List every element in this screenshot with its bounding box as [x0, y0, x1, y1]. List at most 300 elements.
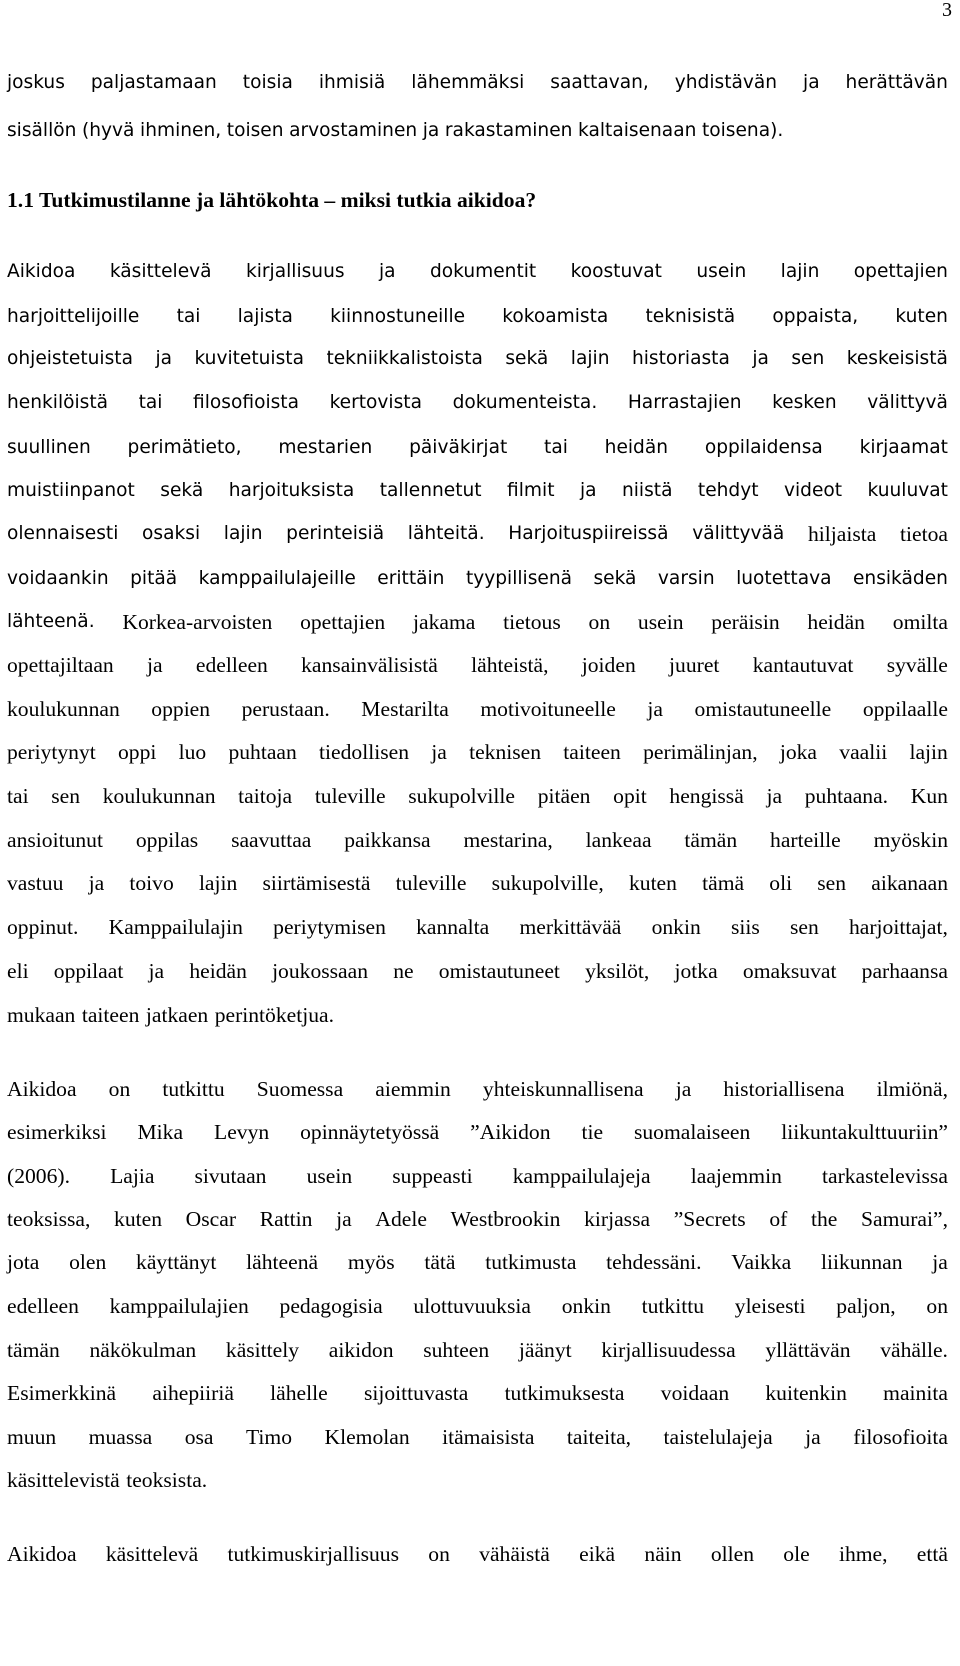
word: ollen: [710, 1542, 755, 1566]
word: aihepiiriä: [152, 1381, 234, 1405]
word: olennaisesti: [7, 523, 119, 544]
text-line: [7, 520, 948, 548]
word: suppeasti: [392, 1164, 473, 1188]
word: aikidon: [328, 1338, 394, 1362]
word: joskus: [7, 72, 65, 93]
word: lähemmäksi: [411, 72, 525, 93]
word: aikanaan: [871, 871, 948, 895]
word: olen: [69, 1250, 107, 1274]
word: peräisin: [711, 610, 780, 634]
word: puhtaana.: [804, 784, 889, 808]
word: onkin: [651, 915, 701, 939]
word: tarkastelevissa: [821, 1164, 948, 1188]
word: kuvitetuista: [194, 348, 304, 369]
word: ja: [155, 348, 172, 369]
word: ole: [783, 1542, 810, 1566]
word: pedagogisia: [279, 1294, 383, 1318]
word: eikä: [579, 1542, 616, 1566]
text-line: [7, 1001, 948, 1029]
word: hiljaista: [807, 522, 877, 546]
word: Aikidoa: [7, 261, 76, 282]
word: ”Secrets: [673, 1207, 746, 1231]
word: teknisistä: [645, 306, 736, 327]
word: ohjeistetuista: [7, 348, 133, 369]
word: Lajia: [110, 1164, 155, 1188]
word: kaltaisenaan: [578, 120, 697, 141]
word: ja: [88, 871, 105, 895]
word: Timo: [245, 1425, 292, 1449]
word: mukaan: [7, 1003, 76, 1027]
word: periytymisen: [273, 915, 386, 939]
word: on: [428, 1542, 450, 1566]
word: juuret: [669, 653, 720, 677]
word: teoksista.: [126, 1468, 208, 1492]
word: harjoittelijoille: [7, 306, 140, 327]
word: merkittävää: [519, 915, 622, 939]
word: käsittelevä: [109, 261, 212, 282]
word: sen: [51, 784, 81, 808]
word: koostuvat: [570, 261, 662, 282]
word: periytynyt: [7, 740, 96, 764]
word: vastuu: [7, 871, 64, 895]
word: ihme,: [838, 1542, 888, 1566]
word: harjoittajat,: [848, 915, 948, 939]
word: kirjallisuudessa: [601, 1338, 736, 1362]
word: usein: [637, 610, 684, 634]
word: taiteen: [81, 1003, 140, 1027]
word: tai: [544, 437, 568, 458]
word: jakama: [413, 610, 476, 634]
word: kantautuvat: [752, 653, 854, 677]
word: omistautuneelle: [694, 697, 832, 721]
word: puhtaan: [228, 740, 297, 764]
word: on: [926, 1294, 948, 1318]
word: vähäistä: [479, 1542, 550, 1566]
word: omistautuneet: [438, 959, 560, 983]
word: ja: [647, 697, 664, 721]
word: mainita: [883, 1381, 948, 1405]
word: lajin: [570, 348, 610, 369]
word: tutkittu: [162, 1077, 225, 1101]
word: oppi: [118, 740, 157, 764]
word: Aikidoa: [7, 1542, 77, 1566]
text-line: [7, 826, 948, 854]
word: toisia: [242, 72, 293, 93]
word: Levyn: [214, 1120, 270, 1144]
word: ja: [803, 72, 820, 93]
word: oppilaidensa: [704, 437, 823, 458]
word: tehdessäni.: [606, 1250, 702, 1274]
word: syvälle: [886, 653, 948, 677]
word: vähälle.: [880, 1338, 948, 1362]
word: sen: [817, 871, 847, 895]
word: myöskin: [873, 828, 948, 852]
word: Esimerkkinä: [7, 1381, 117, 1405]
word: ja: [336, 1207, 352, 1231]
word: keskeisistä: [846, 348, 948, 369]
text-line: [7, 1336, 948, 1364]
word: dokumentit: [429, 261, 537, 282]
word: ja: [148, 959, 165, 983]
word: teoksissa,: [7, 1207, 91, 1231]
word: filosofioita: [853, 1425, 948, 1449]
word: opinnäytetyössä: [300, 1120, 440, 1144]
word: tämän: [684, 828, 738, 852]
text-line: [7, 1075, 948, 1103]
word: Kamppailulajin: [108, 915, 243, 939]
word: tutkimuskirjallisuus: [227, 1542, 400, 1566]
word: kamppailulajeja: [512, 1164, 651, 1188]
page-number: 3: [942, 0, 952, 21]
word: suhteen: [423, 1338, 490, 1362]
word: koulukunnan: [102, 784, 216, 808]
word: koulukunnan: [7, 697, 120, 721]
word: ja: [422, 120, 440, 141]
text-line: [7, 1423, 948, 1451]
word: onkin: [561, 1294, 611, 1318]
word: kuten: [628, 871, 677, 895]
word: lajin: [198, 871, 238, 895]
text-line: [7, 957, 948, 985]
word: Klemolan: [324, 1425, 410, 1449]
word: sisällön: [7, 120, 77, 141]
word: taiteita,: [566, 1425, 632, 1449]
section-heading: 1.1 Tutkimustilanne ja lähtökohta – miksi tutkia aikidoa?: [7, 188, 537, 212]
word: ja: [431, 740, 447, 764]
word: ja: [378, 261, 396, 282]
word: sijoittuvasta: [363, 1381, 469, 1405]
word: käsittelevä: [105, 1542, 199, 1566]
word: lajin: [223, 523, 263, 544]
word: toisena).: [701, 120, 784, 141]
word: taitoja: [238, 784, 293, 808]
word: esimerkiksi: [7, 1120, 107, 1144]
word: joiden: [581, 653, 636, 677]
word: suullinen: [7, 437, 91, 458]
word: kuten: [114, 1207, 163, 1231]
word: paljon,: [836, 1294, 896, 1318]
word: Harjoituspiireissä: [508, 523, 669, 544]
word: kamppailulajeille: [198, 568, 356, 589]
word: the: [810, 1207, 838, 1231]
word: sen: [791, 348, 825, 369]
word: tie: [581, 1120, 604, 1144]
word: ja: [147, 653, 163, 677]
text-line: [7, 1540, 948, 1568]
text-line: [7, 913, 948, 941]
word: motivoituneelle: [480, 697, 616, 721]
word: historiasta: [631, 348, 730, 369]
word: tämä: [702, 871, 745, 895]
word: Harrastajien: [627, 392, 742, 413]
word: heidän: [807, 610, 865, 634]
text-line: [7, 782, 948, 810]
word: näin: [644, 1542, 682, 1566]
word: oppilaalle: [862, 697, 948, 721]
word: Westbrookin: [450, 1207, 561, 1231]
word: toisen: [226, 120, 284, 141]
word: parhaansa: [861, 959, 948, 983]
word: hengissä: [669, 784, 744, 808]
word: yhteiskunnallisena: [482, 1077, 644, 1101]
text-line: [7, 869, 948, 897]
word: kuuluvat: [867, 480, 948, 501]
word: niistä: [621, 480, 673, 501]
word: ja: [932, 1250, 948, 1274]
word: kirjaamat: [859, 437, 948, 458]
word: välittyvää: [692, 523, 785, 544]
text-line: [7, 695, 948, 723]
word: aiemmin: [375, 1077, 451, 1101]
word: jotka: [674, 959, 718, 983]
word: tai: [7, 784, 29, 808]
word: perimätieto,: [127, 437, 242, 458]
text-line: [7, 389, 948, 417]
word: lähelle: [270, 1381, 328, 1405]
word: historiallisena: [723, 1077, 845, 1101]
word: Rattin: [259, 1207, 313, 1231]
word: joka: [779, 740, 818, 764]
word: kiinnostuneille: [330, 306, 466, 327]
text-line: [7, 1292, 948, 1320]
word: kirjassa: [584, 1207, 651, 1231]
word: kuitenkin: [765, 1381, 847, 1405]
word: teknisen: [469, 740, 542, 764]
word: käsittelevistä: [7, 1468, 120, 1492]
word: (2006).: [7, 1164, 70, 1188]
word: omilta: [892, 610, 948, 634]
text-line: [7, 117, 948, 145]
word: yhdistävän: [674, 72, 778, 93]
word: yksilöt,: [585, 959, 650, 983]
word: heidän: [189, 959, 247, 983]
word: filosofioista: [193, 392, 299, 413]
word: harjoituksista: [228, 480, 355, 501]
word: ilmiönä,: [876, 1077, 948, 1101]
word: paikkansa: [344, 828, 431, 852]
text-line: [7, 258, 948, 286]
text-line: [7, 1466, 948, 1494]
word: kamppailulajien: [109, 1294, 249, 1318]
word: laajemmin: [690, 1164, 782, 1188]
word: lajista: [237, 306, 293, 327]
word: toivo: [129, 871, 174, 895]
word: tai: [138, 392, 163, 413]
word: taiteen: [563, 740, 621, 764]
word: jäänyt: [518, 1338, 572, 1362]
word: ansioitunut: [7, 828, 103, 852]
word: päiväkirjat: [409, 437, 508, 458]
word: sukupolville,: [491, 871, 604, 895]
text-line: [7, 1205, 948, 1233]
word: heidän: [604, 437, 669, 458]
word: Samurai”,: [861, 1207, 948, 1231]
word: jatkaen: [145, 1003, 209, 1027]
text-line: [7, 69, 948, 97]
word: ulottuvuuksia: [413, 1294, 531, 1318]
word: tietoa: [899, 522, 948, 546]
text-line: [7, 1162, 948, 1190]
word: on: [588, 610, 611, 634]
word: Korkea-arvoisten: [122, 610, 273, 634]
word: sekä: [593, 568, 637, 589]
text-line: [7, 1379, 948, 1407]
word: sivutaan: [194, 1164, 267, 1188]
word: varsin: [657, 568, 715, 589]
word: Suomessa: [256, 1077, 344, 1101]
text-line: [7, 1118, 948, 1146]
word: voidaan: [660, 1381, 730, 1405]
word: ne: [393, 959, 414, 983]
word: henkilöistä: [7, 392, 109, 413]
word: lähteenä.: [7, 611, 95, 632]
word: perintöketjua.: [214, 1003, 335, 1027]
word: voidaankin: [7, 568, 109, 589]
word: oppilaat: [53, 959, 124, 983]
word: usein: [696, 261, 747, 282]
word: saavuttaa: [231, 828, 312, 852]
word: näkökulman: [89, 1338, 197, 1362]
word: pitää: [130, 568, 178, 589]
word: lähteistä,: [471, 653, 549, 677]
word: tuleville: [395, 871, 467, 895]
word: perimälinjan,: [643, 740, 758, 764]
word: taistelulajeja: [663, 1425, 773, 1449]
word: ja: [805, 1425, 821, 1449]
text-line: [7, 434, 948, 462]
word: tuleville: [314, 784, 386, 808]
word: lajin: [780, 261, 820, 282]
word: Mika: [137, 1120, 184, 1144]
word: edelleen: [7, 1294, 79, 1318]
word: muun: [7, 1425, 57, 1449]
word: ihminen,: [140, 120, 222, 141]
word: dokumenteista.: [452, 392, 598, 413]
word: saattavan,: [550, 72, 649, 93]
word: ensikäden: [852, 568, 948, 589]
word: rakastaminen: [444, 120, 573, 141]
word: kokoamista: [502, 306, 609, 327]
word: luotettava: [736, 568, 832, 589]
word: Aikidoa: [7, 1077, 77, 1101]
word: osaksi: [142, 523, 201, 544]
word: liikunnan: [820, 1250, 903, 1274]
word: välittyvä: [867, 392, 948, 413]
word: kertovista: [329, 392, 422, 413]
word: omaksuvat: [742, 959, 837, 983]
word: kansainvälisistä: [301, 653, 438, 677]
word: oppinut.: [7, 915, 79, 939]
word: käyttänyt: [136, 1250, 217, 1274]
word: erittäin: [377, 568, 445, 589]
word: sen: [789, 915, 819, 939]
word: kuten: [895, 306, 948, 327]
word: lajin: [909, 740, 948, 764]
word: Vaikka: [731, 1250, 792, 1274]
word: osa: [184, 1425, 214, 1449]
word: tutkittu: [641, 1294, 705, 1318]
word: opettajien: [300, 610, 386, 634]
word: tai: [176, 306, 201, 327]
word: mestarien: [278, 437, 373, 458]
word: mestarina,: [463, 828, 553, 852]
word: käsittely: [225, 1338, 300, 1362]
word: Kun: [910, 784, 948, 808]
word: joukossaan: [272, 959, 369, 983]
text-line: [7, 1248, 948, 1276]
word: sekä: [160, 480, 204, 501]
text-line: [7, 738, 948, 766]
text-line: [7, 477, 948, 505]
word: lähteenä: [246, 1250, 319, 1274]
word: tutkimuksesta: [504, 1381, 625, 1405]
word: vaalii: [839, 740, 888, 764]
word: yllättävän: [765, 1338, 851, 1362]
word: harteille: [770, 828, 841, 852]
word: tehdyt: [697, 480, 759, 501]
word: edelleen: [195, 653, 268, 677]
word: ihmisiä: [318, 72, 386, 93]
word: myös: [347, 1250, 395, 1274]
word: paljastamaan: [90, 72, 217, 93]
word: eli: [7, 959, 29, 983]
word: videot: [784, 480, 843, 501]
word: tallennetut: [379, 480, 482, 501]
word: tekniikkalistoista: [326, 348, 483, 369]
word: oli: [769, 871, 793, 895]
word: itämaisista: [442, 1425, 535, 1449]
word: kesken: [772, 392, 837, 413]
text-line: [7, 608, 948, 636]
word: tutkimusta: [485, 1250, 577, 1274]
word: kannalta: [416, 915, 490, 939]
text-line: [7, 345, 948, 373]
word: tietous: [503, 610, 561, 634]
word: ja: [752, 348, 769, 369]
word: perinteisiä: [286, 523, 385, 544]
word: opettajiltaan: [7, 653, 114, 677]
text-line: [7, 651, 948, 679]
word: jota: [7, 1250, 40, 1274]
word: tiedollisen: [319, 740, 410, 764]
word: siis: [730, 915, 760, 939]
word: (hyvä: [82, 120, 135, 141]
word: ja: [675, 1077, 692, 1101]
word: kirjallisuus: [245, 261, 345, 282]
word: tyypillisenä: [465, 568, 573, 589]
word: pitäen: [537, 784, 591, 808]
word: ”Aikidon: [470, 1120, 551, 1144]
word: luo: [178, 740, 207, 764]
word: oppaista,: [772, 306, 859, 327]
word: suomalaiseen: [633, 1120, 751, 1144]
word: arvostaminen: [289, 120, 418, 141]
word: usein: [306, 1164, 353, 1188]
word: sekä: [505, 348, 549, 369]
word: muistiinpanot: [7, 480, 135, 501]
word: sukupolville: [408, 784, 516, 808]
word: Adele: [375, 1207, 427, 1231]
word: oppilas: [135, 828, 199, 852]
word: opettajien: [853, 261, 948, 282]
word: lankeaa: [585, 828, 652, 852]
word: lähteitä.: [407, 523, 485, 544]
word: Mestarilta: [361, 697, 449, 721]
word: filmit: [507, 480, 555, 501]
word: opit: [613, 784, 647, 808]
word: siirtämisestä: [262, 871, 371, 895]
word: herättävän: [845, 72, 948, 93]
